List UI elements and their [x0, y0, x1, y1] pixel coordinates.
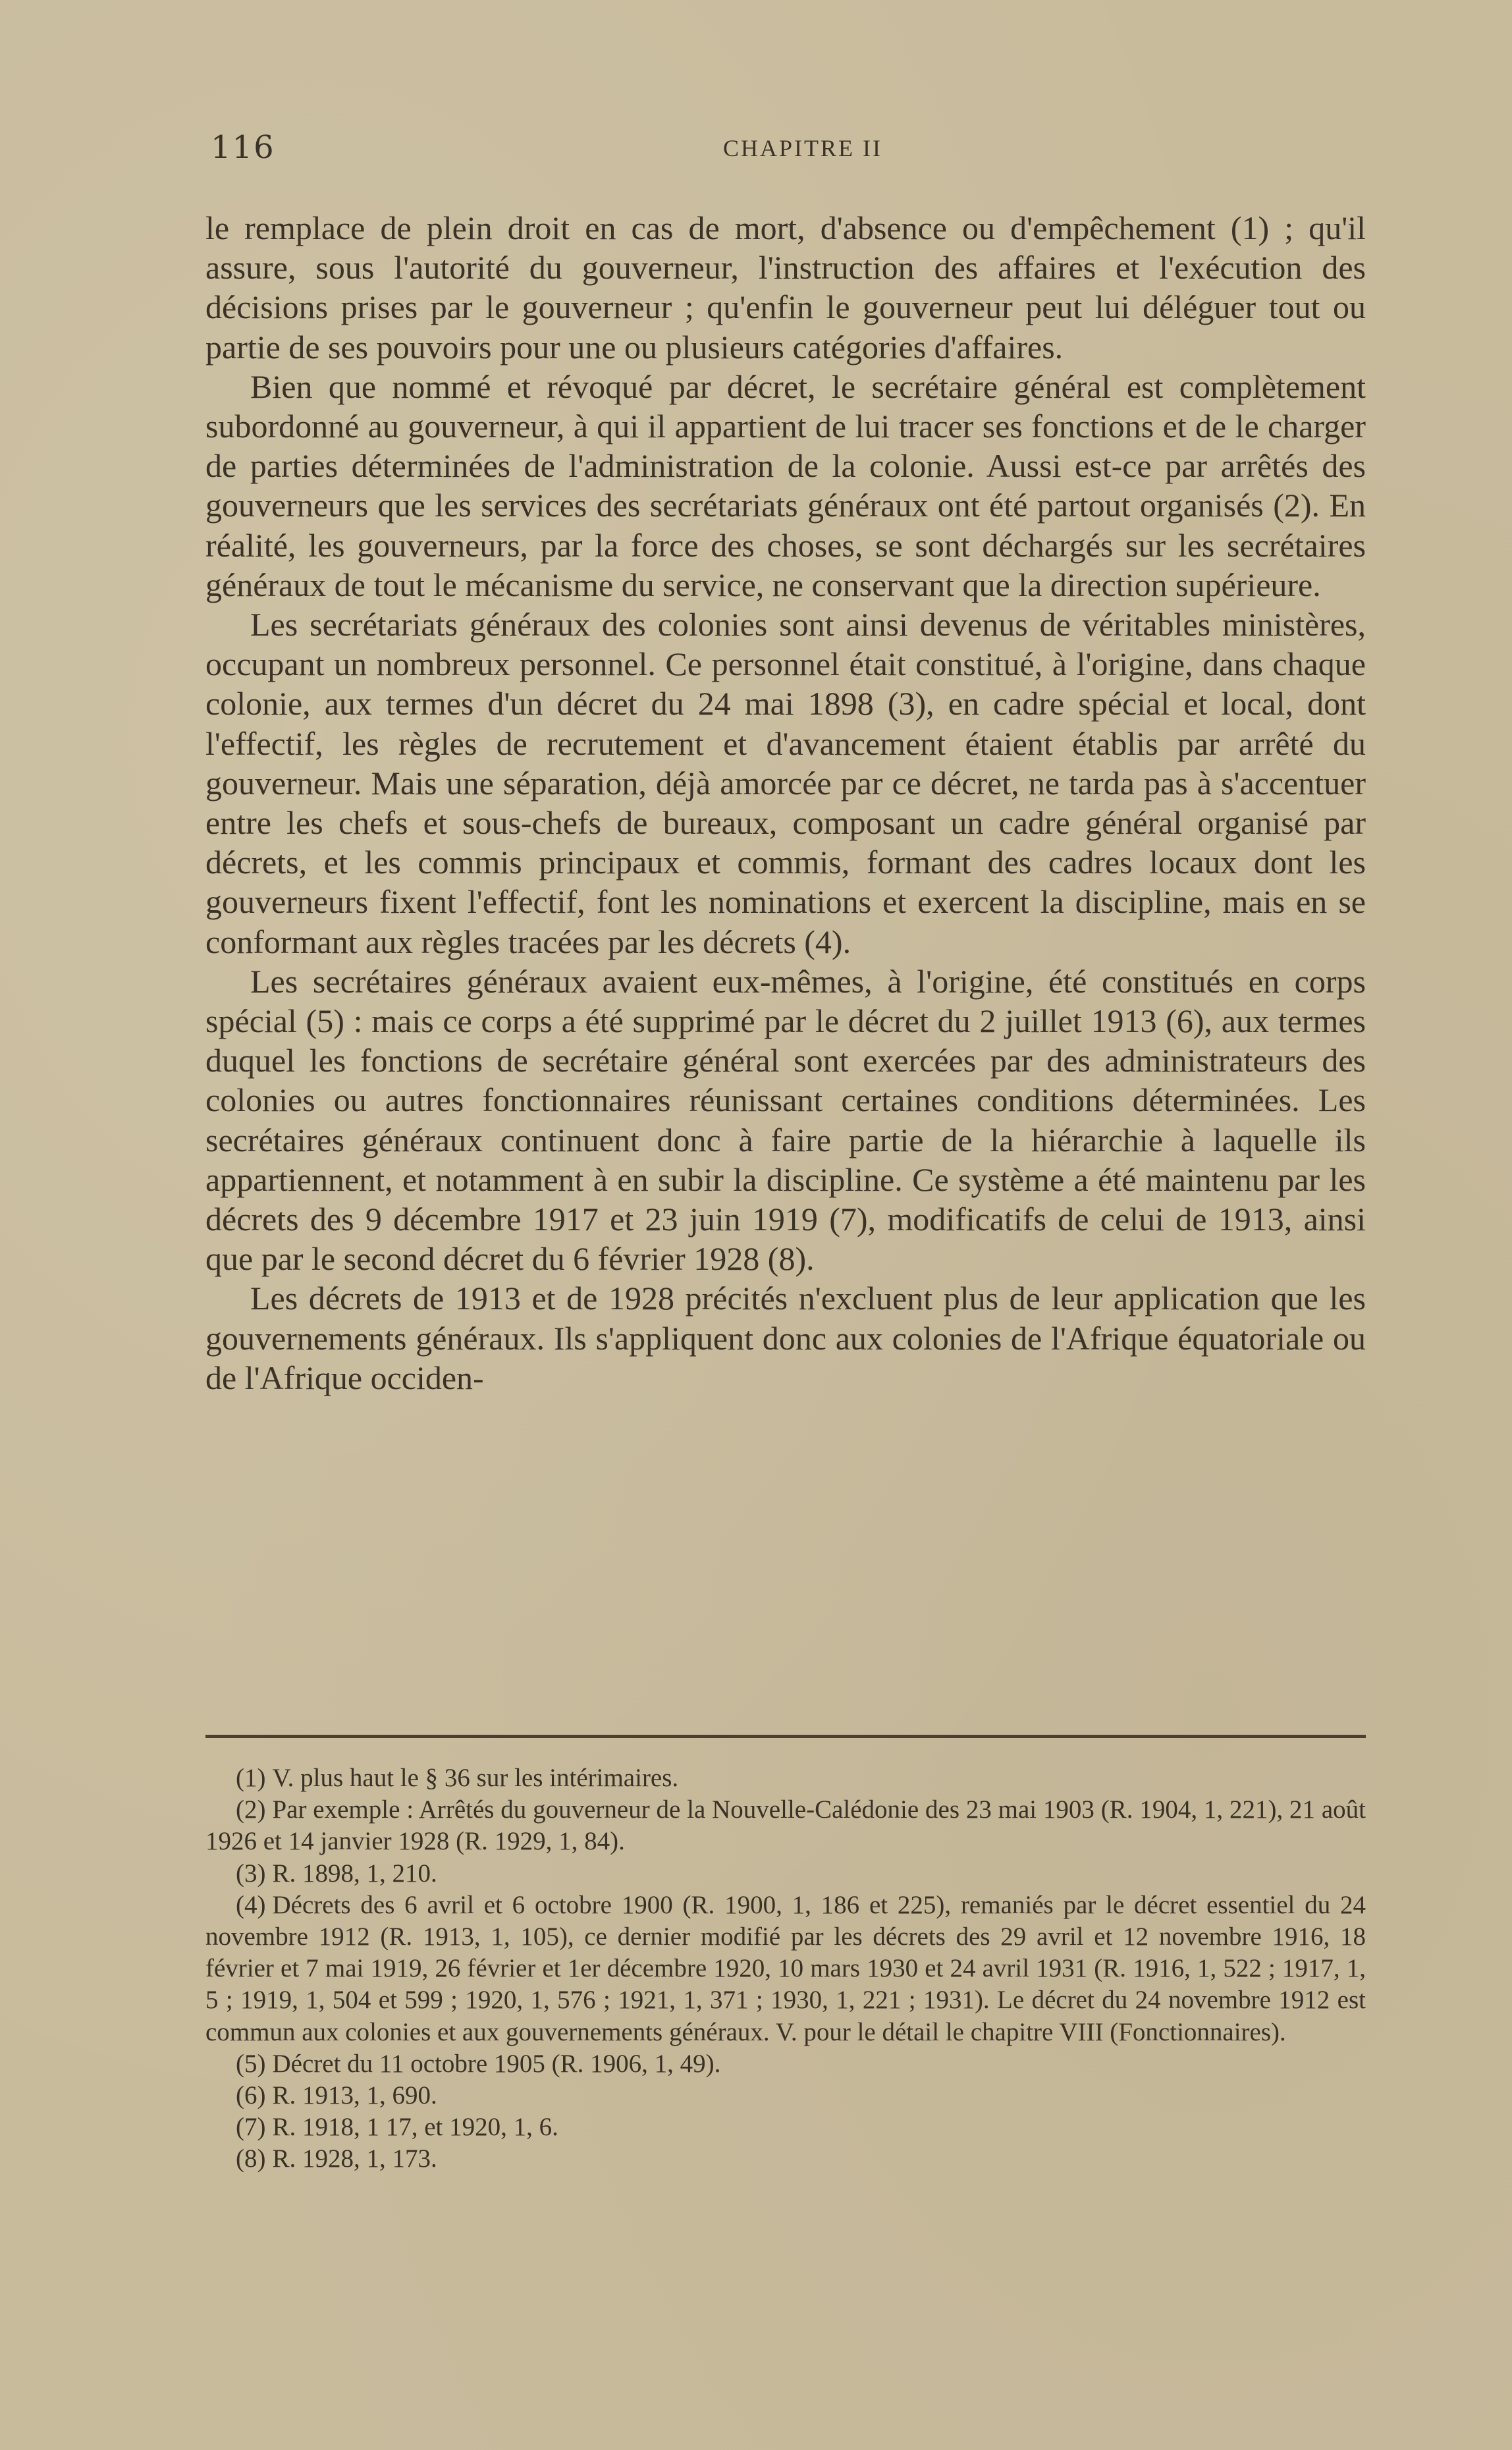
- footnotes: [205, 1762, 1366, 2175]
- footnote-text: R. 1913, 1, 690.: [272, 2081, 437, 2110]
- footnote-text: Décret du 11 octobre 1905 (R. 1906, 1, 49).: [272, 2049, 721, 2078]
- paragraph: Bien que nommé et révoqué par décret, le secrétaire général est complètement subordonné au gouverneur, à qui il appartient de lui tracer ses fonctions et de le charger de parties déterminées de l'administration de la colonie. Aussi est-ce par arrêtés des gouverneurs que les services des secrétariats généraux ont été partout organisés (2). En réalité, les gouverneurs, par la force des choses, se sont déchargés sur les secrétaires généraux de tout le mécanisme du service, ne conservant que la direction supérieure.: [205, 368, 1366, 603]
- paragraph: Les décrets de 1913 et de 1928 précités n'excluent plus de leur application que les gouvernements généraux. Ils s'appliquent donc aux colonies de l'Afrique équatoriale ou de l'Afrique occiden-: [205, 1280, 1366, 1396]
- paragraph: Les secrétaires généraux avaient eux-mêmes, à l'origine, été constitués en corps spécial (5) : mais ce corps a été supprimé par le décret du 2 juillet 1913 (6), aux termes duquel les fonctions de secrétaire général sont exercées par des administrateurs des colonies ou autres fonctionnaires réunissant certaines conditions déterminées. Les secrétaires généraux continuent donc à faire partie de la hiérarchie à laquelle ils appartiennent, et notamment à en subir la discipline. Ce système a été maintenu par les décrets des 9 décembre 1917 et 23 juin 1919 (7), modificatifs de celui de 1913, ainsi que par le second décret du 6 février 1928 (8).: [205, 962, 1366, 1278]
- footnote: [205, 1858, 1366, 1890]
- footnote-number: (1): [236, 1764, 266, 1792]
- paragraph: le remplace de plein droit en cas de mort, d'absence ou d'empêchement (1) ; qu'il assure, sous l'autorité du gouverneur, l'instruction des affaires et l'exécution des décisions prises par le gouverneur ; qu'enfin le gouverneur peut lui déléguer tout ou partie de ses pouvoirs pour une ou plusieurs catégories d'affaires.: [205, 209, 1366, 366]
- paragraph: Les secrétariats généraux des colonies sont ainsi devenus de véritables ministères, occupant un nombreux personnel. Ce personnel était constitué, à l'origine, dans chaque colonie, aux termes d'un décret du 24 mai 1898 (3), en cadre spécial et local, dont l'effectif, les règles de recrutement et d'avancement étaient établis par arrêté du gouverneur. Mais une séparation, déjà amorcée par ce décret, ne tarda pas à s'accentuer entre les chefs et sous-chefs de bureaux, composant un cadre général organisé par décrets, et les commis principaux et commis, formant des cadres locaux dont les gouverneurs fixent l'effectif, font les nominations et exercent la discipline, mais en se conformant aux règles tracées par les décrets (4).: [205, 606, 1366, 960]
- footnote: [205, 2080, 1366, 2111]
- footnote: [205, 1762, 1366, 1794]
- footnote-text: R. 1928, 1, 173.: [272, 2144, 437, 2173]
- main-text: [205, 208, 1366, 1398]
- footnote-text: Décrets des 6 avril et 6 octobre 1900 (R. 1900, 1, 186 et 225), remaniés par le décret essentiel du 24 novembre 1912 (R. 1913, 1, 105), ce dernier modifié par les décrets des 29 avril et 12 novembre 1916, 18 février et 7 mai 1919, 26 février et 1er décembre 1920, 10 mars 1930 et 24 avril 1931 (R. 1916, 1, 522 ; 1917, 1, 5 ; 1919, 1, 504 et 599 ; 1920, 1, 576 ; 1921, 1, 371 ; 1930, 1, 221 ; 1931). Le décret du 24 novembre 1912 est commun aux colonies et aux gouvernements généraux. V. pour le détail le chapitre VIII (Fonctionnaires).: [205, 1890, 1366, 2046]
- footnote-number: (6): [236, 2081, 266, 2110]
- footnote-text: R. 1918, 1 17, et 1920, 1, 6.: [272, 2113, 558, 2142]
- footnote: [205, 2143, 1366, 2175]
- running-head: [205, 129, 1366, 169]
- footnote-text: V. plus haut le § 36 sur les intérimaires.: [272, 1764, 679, 1792]
- footnote-separator: [205, 1735, 1366, 1738]
- footnote-number: (2): [236, 1795, 266, 1824]
- footnote-number: (4): [236, 1890, 266, 1919]
- footnote: [205, 1794, 1366, 1857]
- chapter-title: CHAPITRE II: [723, 135, 882, 161]
- page-number: 116: [211, 129, 275, 166]
- footnote-number: (3): [236, 1859, 266, 1888]
- footnote-number: (5): [236, 2049, 266, 2078]
- footnote: [205, 2048, 1366, 2080]
- footnote: [205, 2111, 1366, 2143]
- footnote-text: R. 1898, 1, 210.: [272, 1859, 437, 1888]
- footnote-number: (7): [236, 2113, 266, 2142]
- footnote-number: (8): [236, 2144, 266, 2173]
- footnote-text: Par exemple : Arrêtés du gouverneur de la Nouvelle-Calédonie des 23 mai 1903 (R. 1904, 1, 221), 21 août 1926 et 14 janvier 1928 (R. 1929, 1, 84).: [205, 1795, 1366, 1856]
- footnote: [205, 1890, 1366, 2048]
